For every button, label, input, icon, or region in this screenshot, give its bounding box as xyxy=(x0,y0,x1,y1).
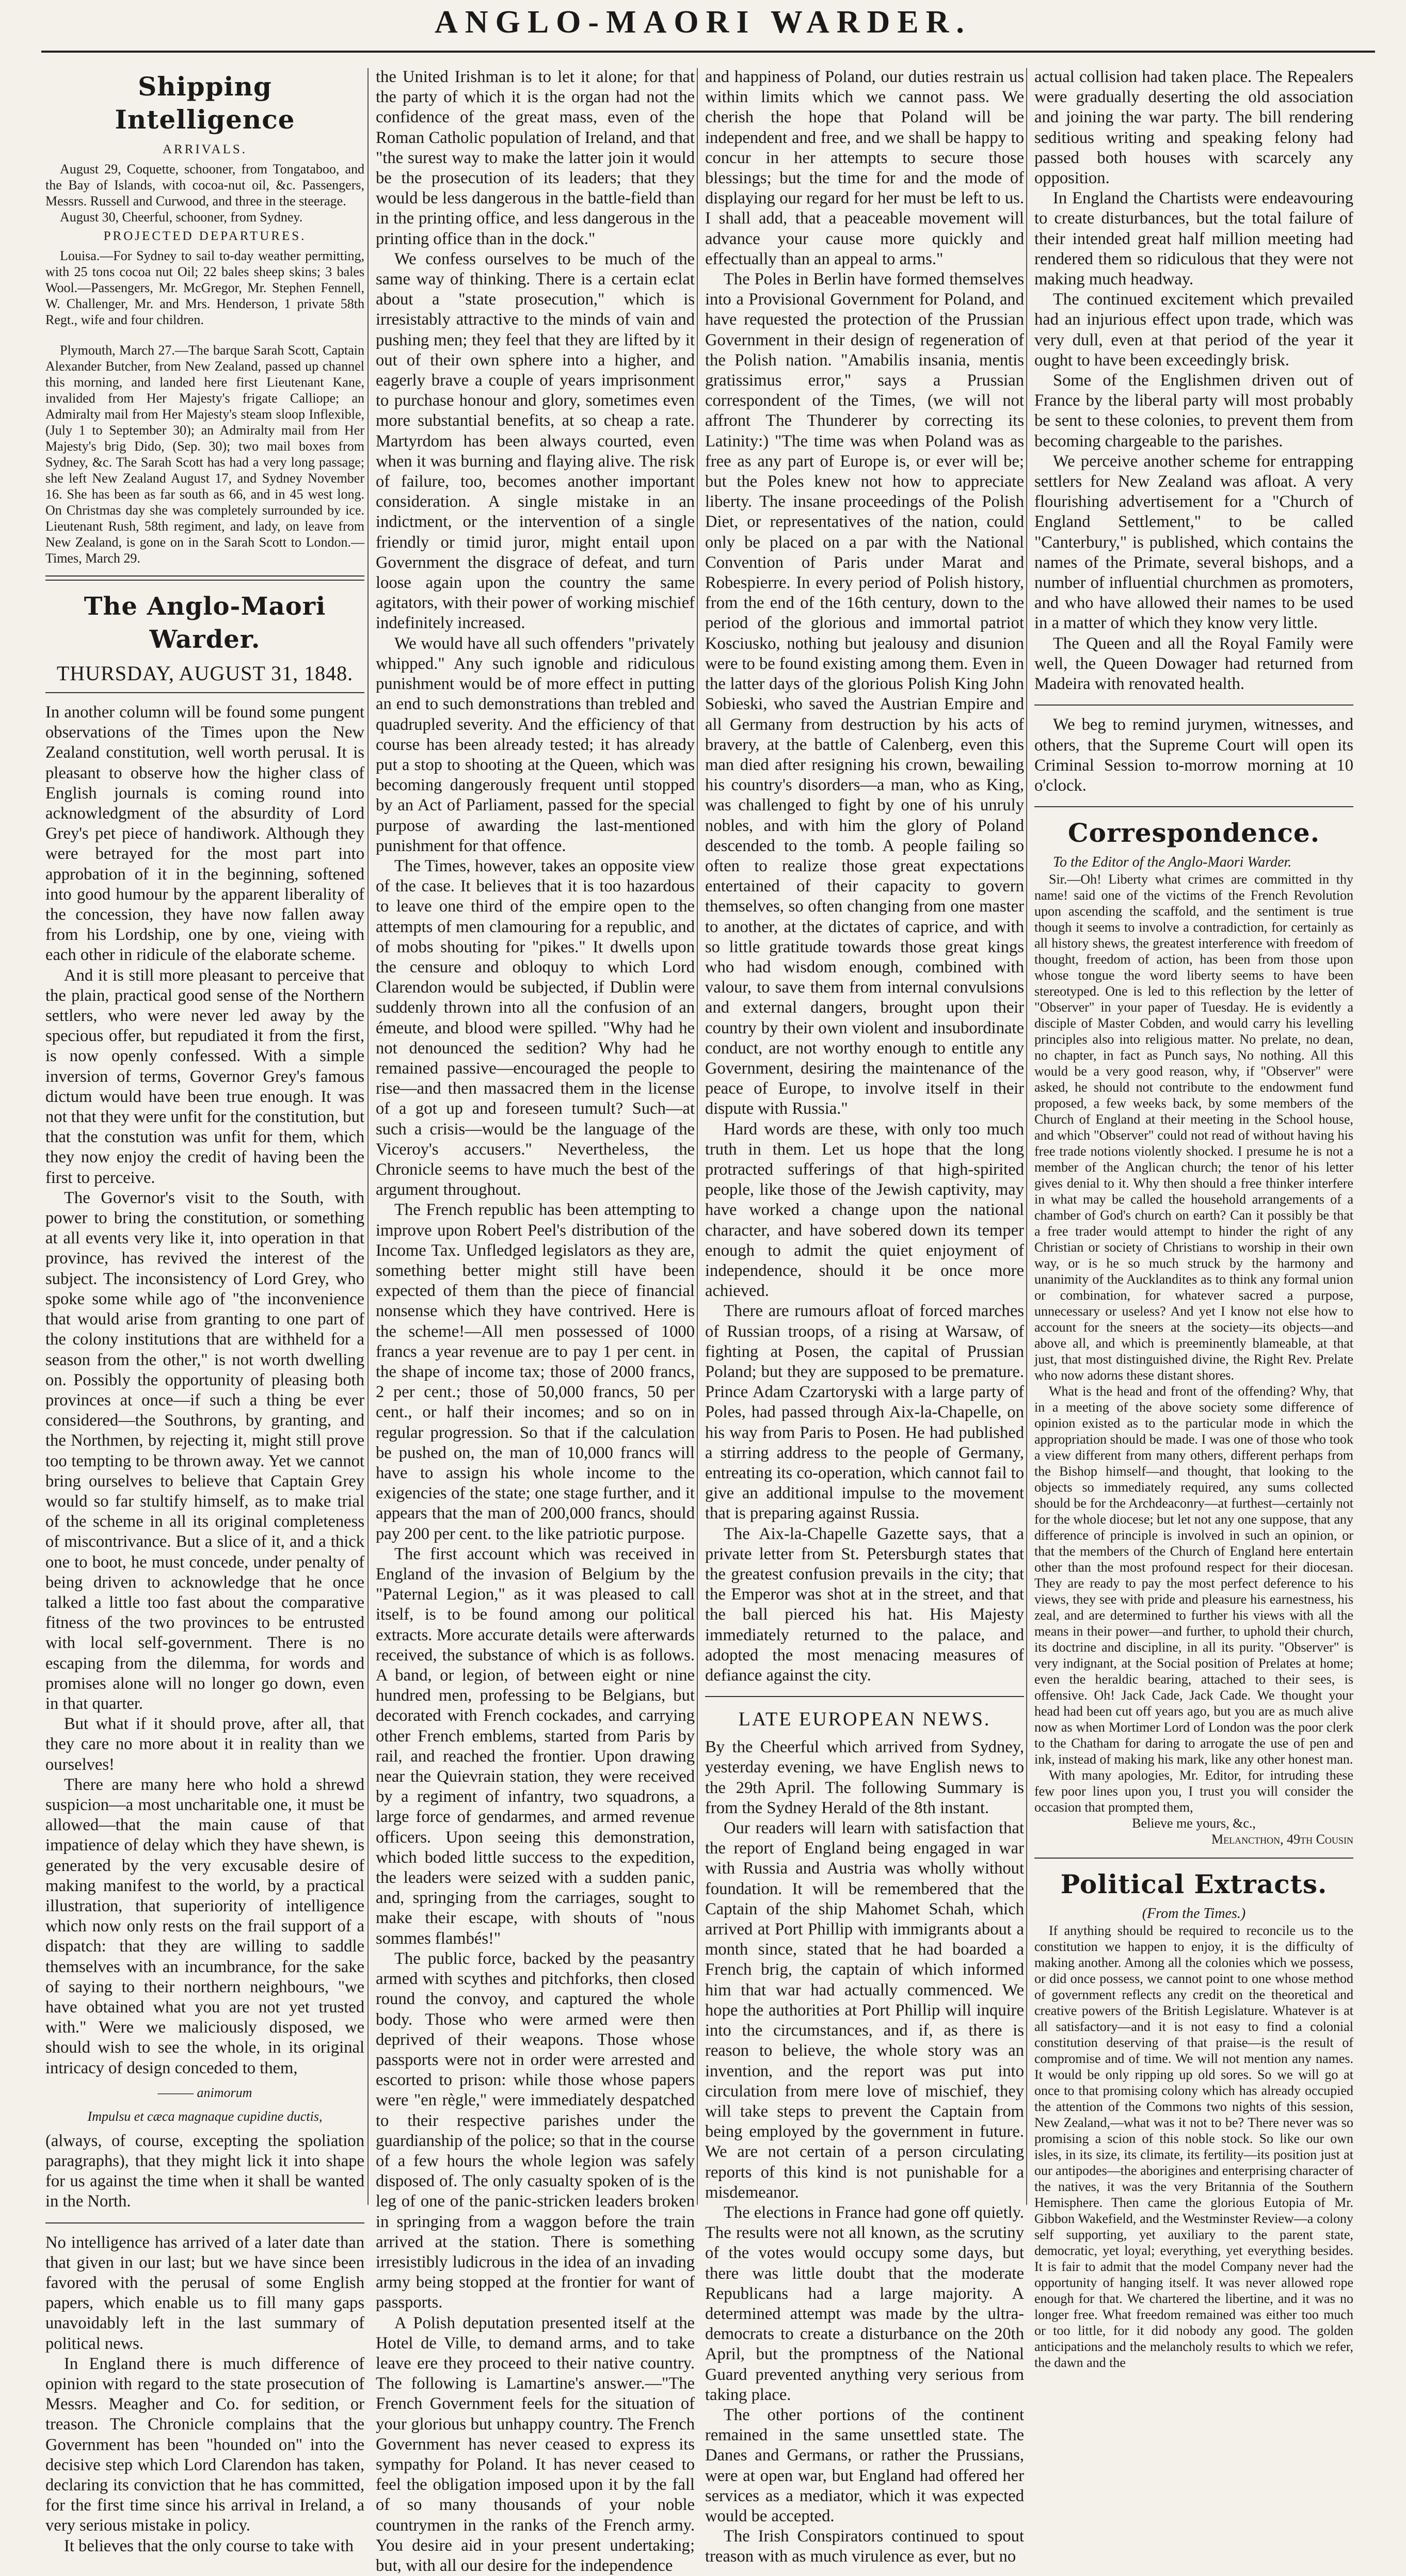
editorial-paragraph: the United Irishman is to let it alone; for that the party of which it is the organ had not the confidence of the great mass, even of the Roman Catholic population of Ireland, and that "the surest way to make the latter join it would be the prosecution of its leaders; that they would be less dangerous in the battle-field than in the printing office, and less dangerous in the printing office than in the dock." xyxy=(376,68,695,248)
arrival-item: August 30, Cheerful, schooner, from Sydney. xyxy=(60,210,303,225)
editorial-paragraph: There are many here who hold a shrewd suspicion—a most uncharitable one, it must be allowed—that the main cause of that impatience of delay which they have shewn, is generated by the very excusable desire of making manifest to the world, by a practical illustration, that superiority of intelligence which now only rests on the frail support of a dispatch: that they are willing to saddle themselves with an incumbrance, for the sake of saying to their northern neighbours, "we have obtained what you are not yet trusted with." Were we maliciously disposed, we should wish to see the whole, in its original intricacy of design conceded to them, xyxy=(45,1775,364,2077)
late-news-heading: LATE EUROPEAN NEWS. xyxy=(738,1708,991,1731)
letter-paragraph: What is the head and front of the offending? Why, that in a meeting of the above society some difference of opinion existed as to the particular mode in which the appropriation should be made. I was one of those who took a view different from many others, different perhaps from the Bishop himself—and thought, that looking to the objects so immediately required, any sums collected should be for the Archdeaconry—at furthest—certainly not for the whole diocese; but let not any one suppose, that any difference of principle is involved in such an opinion, or that the members of the Church of England here entertain other than the most profound respect for their diocesan. They are ready to pay the most perfect deference to his views, they see with pride and pleasure his earnestness, his zeal, and are determined to further his views with all the means in their power—and further, to uphold their church, its doctrine and discipline, in all its purity. "Observer" is very indignant, at the Social position of Prelates at home; even the heraldic bearing, attached to their sees, is offensive. Oh! Jack Cade, Jack Cade. We thought your head had been cut off years ago, but you are as much alive now as when Mortimer Lord of London was the poor clerk to the Chatham for daring to arrogate the use of pen and ink, instead of making his mark, like any other honest man. xyxy=(1034,1384,1353,1767)
editorial-paragraph: The French republic has been attempting to improve upon Robert Peel's distribution of the Income Tax. Unfledged legislators as they are, something better might still have been expected of them than the piece of financial nonsense which they have contrived. Here is the scheme!—All men possessed of 1000 francs a year revenue are to pay 1 per cent. in the shape of income tax; those of 2000 francs, 2 per cent.; those of 50,000 francs, 50 per cent., or half their incomes; and so on in regular progression. So that if the calculation be pushed on, the man of 10,000 francs will have to assign his whole income to the exigencies of the state; one stage further, and it appears that the man of 200,000 francs, should pay 200 per cent. to the like patriotic purpose. xyxy=(376,1201,695,1543)
editorial-paragraph: In England there is much difference of opinion with regard to the state prosecution of Messrs. Meagher and Co. for sedition, or treason. The Chronicle complains that the Government has been "hounded on" into the decisive step which Lord Clarendon has taken, declaring its conviction that he has committed, for the first time since his arrival in Ireland, a very serious mistake in policy. xyxy=(45,2354,364,2535)
letter-paragraph: Sir.—Oh! Liberty what crimes are committed in thy name! said one of the victims of the French Revolution upon ascending the scaffold, and the sentiment is true though it seems to involve a contradiction, for certainly as all history shews, the greatest interference with freedom of thought, freedom of action, has been from those upon whose tongue the word liberty seems to have been stereotyped. One is led to this reflection by the letter of "Observer" in your paper of Tuesday. He is evidently a disciple of Master Cobden, and would carry his levelling principles also into religious matter. No prelate, no dean, no chapter, in fact as Punch says, No nothing. All this would be a very good reason, why, if "Observer" were asked, he should not contribute to the endowment fund proposed, a few weeks back, by some members of the Church of England at their meeting in the School house, and which "Observer" could not read of without having his free trade notions violently shocked. I presume he is not a member of the Anglican church; the tenor of his letter gives denial to it. Why then should a free thinker interfere in what may be called the household arrangements of a chamber of God's church on earth? Can it possibly be that a free trader would attempt to hinder the right of any Christian or society of Christians to worship in their own way, or is he so much struck by the harmony and unanimity of the Aucklandites as to think any formal union or combination, for whatever sacred a purpose, unnecessary or useless? And yet I know not else how to account for the sneers at the society—its objects—and above all, and which is preeminently blameable, at that just, that most distinguished divine, the Right Rev. Prelate who now adorns these distant shores. xyxy=(1034,872,1353,1383)
news-paragraph: In England the Chartists were endeavouring to create disturbances, but the total failure of their intended great half million meeting had rendered them so ridiculous that they were not making much headway. xyxy=(1034,189,1353,289)
departures-label: PROJECTED DEPARTURES. xyxy=(103,229,307,243)
editorial-paragraph: No intelligence has arrived of a later date than that given in our last; but we have since been favored with the perusal of some English papers, which enable us to fill many gaps unavoidably left in the last summary of political news. xyxy=(45,2233,364,2353)
editorial-paragraph: and happiness of Poland, our duties restrain us within limits which we cannot pass. We cherish the hope that Poland will be independent and free, and we shall be happy to concur in her attempts to secure those blessings; but the time for and the mode of displaying our regard for her must be left to us. I shall add, that a peaceable movement will advance your cause more quickly and effectually than an appeal to arms." xyxy=(705,68,1024,268)
editorial-paragraph: We confess ourselves to be much of the same way of thinking. There is a certain eclat about a "state prosecution," which is irresistably attractive to the minds of vain and pushing men; they feel that they are lifted by it out of their own sphere into a higher, and eagerly brave a couple of years imprisonment to purchase honour and glory, sometimes even more substantial benefits, at so cheap a rate. Martyrdom has been always courted, even when it was burning and flaying alive. The risk of failure, too, becomes another important consideration. A single mistake in an indictment, or the intervention of a single friendly or timid juror, might entail upon Government the disgrace of defeat, and turn loose again upon the country the same agitators, with their power of working mischief indefinitely increased. xyxy=(376,249,695,633)
departures-list xyxy=(45,248,364,328)
news-paragraph: The other portions of the continent remained in the same unsettled state. The Danes and Germans, or rather the Prussians, were at open war, but England had offered her services as a mediator, which it was expected would be accepted. xyxy=(705,2405,1024,2525)
editorial-paragraph: The first account which was received in England of the invasion of Belgium by the "Paternal Legion," as it was pleased to call itself, is to be found among our political extracts. More accurate details were afterwards received, the substance of which is as follows. A band, or legion, of between eight or nine hundred men, professing to be Belgians, but decorated with French cockades, and carrying other French emblems, started from Paris by rail, and reached the frontier. Upon drawing near the Quievrain station, they were received by a regiment of infantry, two squadrons, a large force of gendarmes, and armed revenue officers. Upon seeing this demonstration, which boded little success to the expedition, the leaders were seized with a sudden panic, and, springing from the carriages, sought to make their escape, with shouts of "nous sommes flambés!" xyxy=(376,1544,695,1948)
news-paragraph: The Irish Conspirators continued to spout treason with as much virulence as ever, but no xyxy=(705,2527,1024,2566)
arrivals-label: ARRIVALS. xyxy=(162,142,248,156)
latin-quote-2: Impulsu et cæca magnaque cupidine ductis, xyxy=(87,2108,323,2124)
editorial-paragraph: The Governor's visit to the South, with power to bring the constitution, or something at all events very like it, into operation in that province, has revived the interest of the subject. The inconsistency of Lord Grey, who spoke some while ago of "the inconvenience that would arise from granting to one part of the colony institutions that are withheld for a season from the other," is not worth dwelling on. Possibly the opportunity of pleasing both provinces at once—if such a thing be ever considered—the Southrons, by granting, and the Northmen, by rejecting it, might still prove too tempting to be thrown away. Yet we cannot bring ourselves to believe that Captain Grey would so far stultify himself, as to make trial of the scheme in all its original completeness of miscontrivance. But a slice of it, and a thick one to boot, he must concede, under penalty of being driven to acknowledge that he once talked a little too fast about the comparative fitness of the two provinces to be entrusted with local self-government. There is no escaping from the dilemma, for words and promises alone will no longer go down, even in that quarter. xyxy=(45,1188,364,1713)
shipping-heading: Shipping Intelligence xyxy=(115,71,295,135)
editorial-paragraph: And it is still more pleasant to perceive that the plain, practical good sense of the Northern settlers, who were never led away by the specious offer, but repudiated it from the first, is now openly confessed. With a simple inversion of terms, Governor Grey's famous dictum would have been true enough. It was not that they were unfit for the constitution, but that the constution was unfit for them, which they now enjoy the credit of having been the first to perceive. xyxy=(45,966,364,1187)
editorial-paragraph: We would have all such offenders "privately whipped." Any such ignoble and ridiculous punishment would be of more effect in putting an end to such demonstrations than trebled and quadrupled severity. And the efficiency of that course has been already tested; it has already put a stop to shooting at the Queen, which was becoming dangerously frequent until stopped by an Act of Parliament, passed for the special purpose of awarding the last-mentioned punishment for that offence. xyxy=(376,634,695,855)
latin-quote-1: ——— animorum xyxy=(157,2085,252,2100)
news-paragraph: actual collision had taken place. The Repealers were gradually deserting the old association and joining the war party. The bill rendering seditious writing and speaking felony had passed both houses with scarcely any opposition. xyxy=(1034,68,1353,188)
plymouth-report xyxy=(45,342,364,566)
news-paragraph: We perceive another scheme for entrapping settlers for New Zealand was afloat. A very flourishing advertisement for a "Church of England Settlement," to be called "Canterbury," is published, which contains the names of the Primate, several bishops, and a number of influential churchmen as promoters, and who have allowed their names to be used in a matter of which they know very little. xyxy=(1034,452,1353,633)
letter-paragraph: With many apologies, Mr. Editor, for intruding these few poor lines upon you, I trust you will consider the occasion that prompted them, xyxy=(1034,1768,1353,1815)
news-paragraph: By the Cheerful which arrived from Sydney, yesterday evening, we have English news to the 29th April. The following Summary is from the Sydney Herald of the 8th instant. xyxy=(705,1738,1024,1817)
political-extract xyxy=(1034,1923,1353,2371)
correspondence-heading: Correspondence. xyxy=(1067,818,1320,849)
column-2 xyxy=(376,67,695,2575)
column-rule-2 xyxy=(697,68,698,2205)
news-paragraph: Some of the Englishmen driven out of France by the liberal party will most probably be sent to these colonies, to prevent them from becoming chargeable to the parishes. xyxy=(1034,371,1353,451)
editorial-paragraph: The Poles in Berlin have formed themselves into a Provisional Government for Poland, and have requested the protection of the Prussian Government in their design of regeneration of the Polish nation. "Amabilis insania, mentis gratissimus error," says a Prussian correspondent of the Times, (we will not affront The Thunderer by correcting its Latinity:) "The time was when Poland was as free as any part of Europe is, or ever will be; but the Poles knew not how to appreciate liberty. The insane proceedings of the Polish Diet, or representatives of the nation, could only be placed on a par with the National Convention of Paris under Marat and Robespierre. In every period of Polish history, from the end of the 16th century, down to the period of the glorious and immortal patriot Kosciusko, nothing but jealousy and disunion were to be found existing among them. Even in the latter days of the glorious Polish King John Sobieski, who saved the Austrian Empire and all Germany from destruction by his acts of bravery, at the battle of Calenberg, even this man died after resigning his crown, bewailing his country's disorders—a man, who as King, was challenged to fight by one of his unruly nobles, and with him the glory of Poland descended to the tomb. A people failing so often to realize those great expectations entertained of their capacity to govern themselves, so often changing from one master to another, at the dictates of caprice, and with so little gratitude towards those great kings who had wisdom enough, combined with valour, to save them from internal convulsions and external dangers, brought upon their country by their own violent and insubordinate conduct, are not worthy enough to entitle any Government, desiring the maintenance of the peace of Europe, to involve itself in their dispute with Russia." xyxy=(705,270,1024,1118)
masthead xyxy=(0,0,1406,62)
section-divider xyxy=(1034,806,1353,807)
editorial-paragraph: Hard words are these, with only too much truth in them. Let us hope that the long protracted sufferings of that high-spirited people, like those of the Jewish captivity, may have worked a change upon the national character, and have sobered down its temper enough to admit the quiet enjoyment of independence, should it be once more achieved. xyxy=(705,1119,1024,1301)
extract-paragraph: If anything should be required to reconcile us to the constitution we happen to enjoy, it is the difficulty of making another. Among all the colonies which we possess, or did once possess, we cannot point to one whose method of government reflects any credit on the theoretical and creative powers of the British Legislature. Whatever is at all satisfactory—and it is not easy to find a colonial constitution deserving of that praise—is the result of compromise and of time. We will not mention any names. It would be only ripping up old sores. So we will go at once to that promising colony which has already occupied the attention of the Commons two nights of this session, New Zealand,—what was it not to be? There never was so promising a scion of this noble stock. So like our own isles, in its size, its climate, its fertility—its position just at our antipodes—the aborigines and enterprising character of the natives, it was the very Britannia of the Southern Hemisphere. Then came the glorious Eutopia of Mr. Gibbon Wakefield, and the Westminster Review—a colony self supporting, yet auxiliary to the parent state, democratic, yet loyal; everything, yet everything besides. It is fair to admit that the model Company never had the opportunity of hanging itself. It was never allowed rope enough for that. We chartered the libertine, and it was no longer free. What freedom remained was either too much or too little, for it did nobody any good. The golden anticipations and the melancholy results to which we refer, the dawn and the xyxy=(1034,1923,1353,2371)
column-3 xyxy=(705,67,1024,2566)
editorial-paragraph: But what if it should prove, after all, that they care no more about it in reality than we ourselves! xyxy=(45,1715,364,1774)
editorial-paragraph: There are rumours afloat of forced marches of Russian troops, of a rising at Warsaw, of fighting at Posen, the capital of Prussian Poland; but they are supposed to be premature. Prince Adam Czartoryski with a large party of Poles, had passed through Aix-la-Chapelle, on his way from Paris to Posen. He had published a stirring address to the people of Germany, entreating its co-operation, which cannot fail to give an additional impulse to the movement that is preparing against Russia. xyxy=(705,1302,1024,1523)
editorial-paragraph: A Polish deputation presented itself at the Hotel de Ville, to demand arms, and to take leave ere they proceed to their native country. The following is Lamartine's answer.—"The French Government feels for the situation of your glorious but unhappy country. The French Government has never ceased to express its sympathy for Poland. It has never ceased to feel the obligation imposed upon it by the fall of so many thousands of your noble countrymen in the ranks of the French army. You desire aid in your present undertaking; but, with all our desire for the independence xyxy=(376,2313,695,2575)
correspondence-address: To the Editor of the Anglo-Maori Warder. xyxy=(1053,854,1292,871)
letter-closing: Believe me yours, &c., xyxy=(1132,1816,1256,1831)
plymouth-text: Plymouth, March 27.—The barque Sarah Scott, Captain Alexander Butcher, from New Zealand, passed up channel this morning, and landed here first Lieutenant Kane, invalided from Her Majesty's frigate Calliope; an Admiralty mail from Her Majesty's steam sloop Inflexible, (July 1 to September 30); an Admiralty mail from Her Majesty's brig Dido, (Sep. 30); two mail boxes from Sydney, &c. The Sarah Scott has had a very long passage; she left New Zealand August 17, and Sydney November 16. She has been as far south as 66, and in 45 west long. On Christmas day she was completely surrounded by ice. Lieutenant Rush, 58th regiment, and lady, on leave from New Zealand, is gone on in the Sarah Scott to London.—Times, March 29. xyxy=(45,343,364,566)
masthead-rule xyxy=(41,51,1375,53)
paragraph-rule xyxy=(45,2222,364,2223)
editorial-paragraph: (always, of course, excepting the spoliation paragraphs), that they might lick it into shape for us against the time when it shall be wanted in the North. xyxy=(45,2131,364,2211)
editorial-paragraph: The Aix-la-Chapelle Gazette says, that a private letter from St. Petersburgh states that the greatest confusion prevails in the city; that the Emperor was shot at in the street, and that the ball pierced his hat. His Majesty immediately returned to the palace, and adopted the most menacing measures of defiance against the city. xyxy=(705,1524,1024,1685)
editorial-paragraph: It believes that the only course to take with xyxy=(64,2536,354,2555)
news-paragraph: The continued excitement which prevailed had an injurious effect upon trade, which was very dull, even at that period of the year it ought to have been exceedingly brisk. xyxy=(1034,290,1353,370)
news-paragraph: Our readers will learn with satisfaction that the report of England being engaged in war with Russia and Austria was wholly without foundation. It will be remembered that the Captain of the ship Mahomet Schah, which arrived at Port Phillip with immigrants about a month since, stated that he had boarded a French brig, the captain of which informed him that war had actually commenced. We hope the authorities at Port Phillip will inquire into the circumstances, and if, as there is reason to believe, the whole story was an invention, and the report was put into circulation from mere love of mischief, they will take steps to prevent the Captain from being employed by the government in future. We are not certain of a person circulating reports of this kind is not punishable for a misdemeanor. xyxy=(705,1819,1024,2202)
section-divider xyxy=(705,1696,1024,1697)
editorial-paragraph: The public force, backed by the peasantry armed with scythes and pitchforks, then closed round the convoy, and captured the whole body. Those who were armed were then deprived of their weapons. Those whose passports were not in order were arrested and escorted to prison: while those whose papers were "en règle," were immediately despatched to their respective parishes under the guardianship of the police; so that in the course of a few hours the whole legion was safely disposed of. The only casualty spoken of is the leg of one of the panic-stricken leaders broken in springing from a waggon before the train arrived at the station. There is something irresistibly ludicrous in the idea of an invading army being stopped at the frontier for want of passports. xyxy=(376,1949,695,2312)
column-1 xyxy=(45,67,364,2555)
section-divider xyxy=(45,575,364,581)
political-heading: Political Extracts. xyxy=(1060,1869,1328,1900)
column-rule-1 xyxy=(368,68,369,2205)
arrival-item: August 29, Coquette, schooner, from Tongataboo, and the Bay of Islands, with cocoa-nut oil, &c. Passengers, Messrs. Russell and Curwood, and three in the steerage. xyxy=(45,162,364,209)
court-notice: We beg to remind jurymen, witnesses, and others, that the Supreme Court will open its Criminal Session to-morrow morning at 10 o'clock. xyxy=(1034,715,1353,795)
news-paragraph: The elections in France had gone off quietly. The results were not all known, as the scrutiny of the votes would occupy some days, but there was little doubt that the moderate Republicans had a large majority. A determined attempt was made by the ultra-democrats to create a disturbance on the 20th April, but the promptness of the National Guard prevented anything very serious from taking place. xyxy=(705,2203,1024,2404)
section-divider xyxy=(1034,1858,1353,1859)
news-paragraph: The Queen and all the Royal Family were well, the Queen Dowager had returned from Madeira with renovated health. xyxy=(1034,634,1353,694)
editorial-paragraph: The Times, however, takes an opposite view of the case. It believes that it is too hazardous to leave one third of the empire open to the attempts of men clamouring for a republic, and of mobs shouting for "pikes." It dwells upon the censure and obloquy to which Lord Clarendon would be subjected, if Dublin were suddenly thrown into all the confusion of an émeute, and blood were spilled. "Why had he not denounced the sedition? Why had he remained passive—encouraged the people to rise—and then massacred them in the license of a got up and foreseen tumult? Such—at such a crisis—would be the language of the Viceroy's accusers." Nevertheless, the Chronicle seems to have much the best of the argument throughout. xyxy=(376,856,695,1199)
letter-signature: Melancthon, 49th Cousin xyxy=(1211,1832,1353,1847)
issue-date: THURSDAY, AUGUST 31, 1848. xyxy=(56,662,354,685)
political-source: (From the Times.) xyxy=(1142,1906,1246,1922)
editorial-paragraph: In another column will be found some pungent observations of the Times upon the New Zealand constitution, well worth perusal. It is pleasant to observe how the higher class of English journals is coming round into acknowledgment of the absurdity of Lord Grey's pet piece of handiwork. Although they were betrayed for the most part into approbation of it in the beginning, softened into good humour by the apparent liberality of the concession, they have now fallen away from his Lordship, one by one, vieing with each other in ridicule of the elaborate scheme. xyxy=(45,703,364,965)
section-divider xyxy=(1034,705,1353,706)
column-rule-3 xyxy=(1026,68,1027,2205)
date-rule xyxy=(45,692,364,693)
departure-item: Louisa.—For Sydney to sail to-day weather permitting, with 25 tons cocoa nut Oil; 22 bales sheep skins; 3 bales Wool.—Passengers, Mr. McGregor, Mr. Stephen Fennell, W. Challenger, Mr. and Mrs. Henderson, 1 private 58th Regt., wife and four children. xyxy=(45,248,364,327)
paper-title: The Anglo-Maori Warder. xyxy=(84,592,326,654)
column-4 xyxy=(1034,67,1353,2371)
masthead-title: ANGLO-MAORI WARDER. xyxy=(435,5,971,40)
correspondence-letter xyxy=(1034,871,1353,1847)
arrivals-list xyxy=(45,161,364,225)
